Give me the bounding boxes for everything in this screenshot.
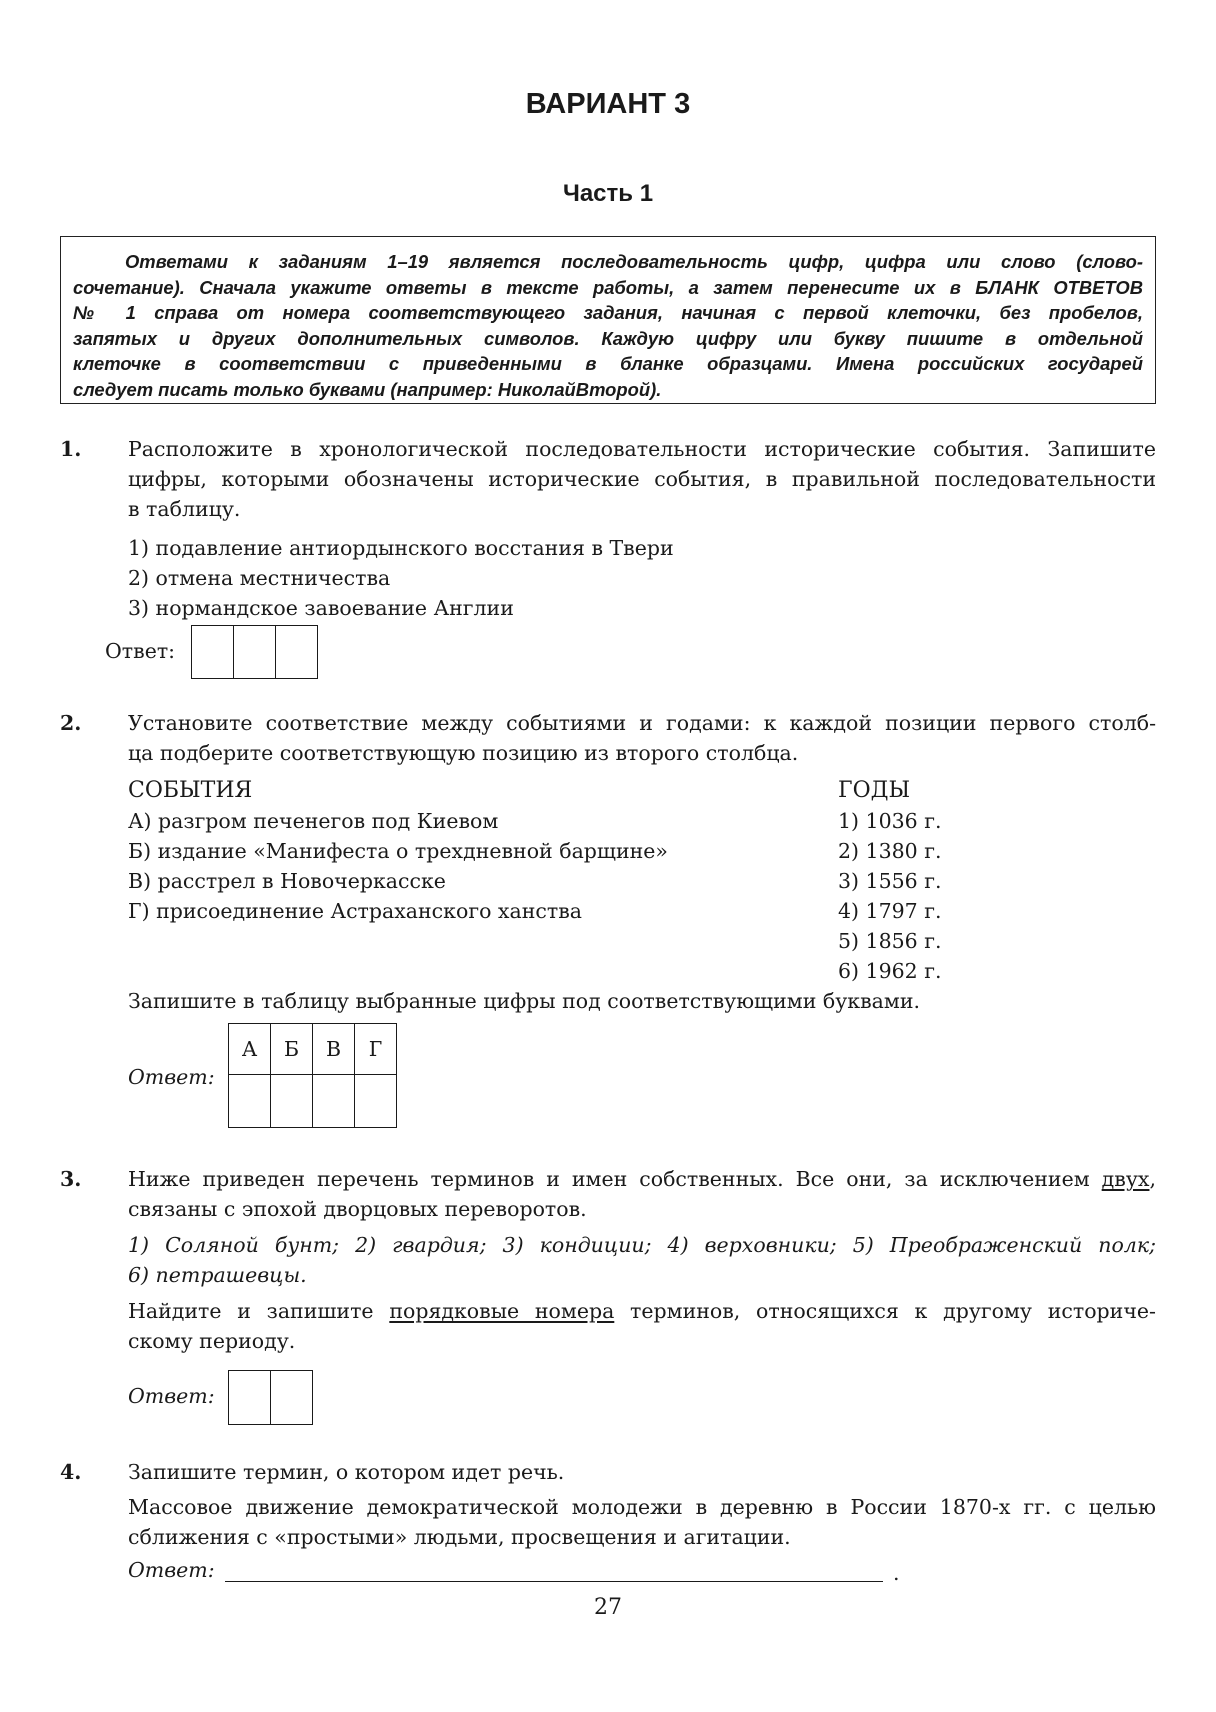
terms-line: 6) петрашевцы.: [128, 1263, 307, 1287]
answer-label: Ответ:: [128, 1558, 215, 1582]
answer-grid-q2: [228, 1023, 397, 1128]
text-part: Ниже приведен перечень терминов и имен собственных. Все они, за исключением: [128, 1167, 1090, 1191]
option-item: 2) отмена местничества: [128, 566, 391, 590]
event-item: А) разгром печенегов под Киевом: [128, 809, 499, 833]
year-item: 2) 1380 г.: [838, 839, 942, 863]
instructions-line: сочетание). Сначала укажите ответы в тексте работы, а затем перенесите их в БЛАНК ОТВЕТОВ: [73, 276, 1143, 298]
table-instruction: Запишите в таблицу выбранные цифры под соответствующими буквами.: [128, 989, 921, 1013]
option-item: 3) нормандское завоевание Англии: [128, 596, 514, 620]
part-title: Часть 1: [562, 180, 654, 207]
year-item: 4) 1797 г.: [838, 899, 942, 923]
question-4-prompt: Запишите термин, о котором идет речь.: [128, 1460, 565, 1484]
text-part: терминов, относящихся к другому историче-: [630, 1299, 1156, 1323]
text-part: Найдите и запишите: [128, 1299, 374, 1323]
years-list: [838, 806, 942, 986]
answer-cell[interactable]: [234, 626, 276, 679]
question-text-line: Расположите в хронологической последовательности исторические события. Запишите: [128, 437, 1156, 461]
question-text-line: [128, 1164, 1156, 1194]
answer-label: Ответ:: [128, 1384, 215, 1408]
answer-grid-q3: [228, 1370, 313, 1425]
underlined-word: двух: [1101, 1167, 1150, 1191]
question-text-line: Установите соответствие между событиями и годами: к каждой позиции первого столб-: [128, 711, 1156, 735]
option-item: 1) подавление антиордынского восстания в Твери: [128, 536, 674, 560]
question-text-line: ца подберите соответствующую позицию из второго столбца.: [128, 741, 799, 765]
question-3-number: 3.: [60, 1167, 82, 1191]
question-text-line: связаны с эпохой дворцовых переворотов.: [128, 1197, 587, 1221]
events-header: СОБЫТИЯ: [128, 778, 253, 803]
question-text-line: [128, 1296, 1156, 1326]
instructions-line: Ответами к заданиям 1–19 является последовательность цифр, цифра или слово (слово-: [125, 251, 1143, 272]
events-list: [128, 806, 668, 926]
question-text-line: сближения с «простыми» людьми, просвещения и агитации.: [128, 1525, 791, 1549]
text-part: ,: [1149, 1167, 1156, 1191]
instructions-line: клеточке в соответствии с приведенными в бланке образцами. Имена российских государей: [73, 353, 1143, 375]
event-item: В) расстрел в Новочеркасске: [128, 869, 446, 893]
question-1-text: [128, 434, 1156, 524]
table-header-cell: Г: [355, 1024, 397, 1075]
question-text-line: в таблицу.: [128, 497, 241, 521]
answer-cell[interactable]: [192, 626, 234, 679]
year-item: 5) 1856 г.: [838, 929, 942, 953]
underlined-phrase: порядковые номера: [389, 1299, 615, 1323]
question-4-text: [128, 1492, 1156, 1552]
instructions-box: [60, 236, 1156, 404]
question-4-number: 4.: [60, 1460, 82, 1484]
answer-line[interactable]: [225, 1581, 883, 1582]
answer-cell[interactable]: [229, 1371, 271, 1425]
question-text-line: Массовое движение демократической молодежи в деревню в России 1870-х гг. с целью: [128, 1495, 1156, 1519]
question-2-number: 2.: [60, 711, 82, 735]
question-text-line: скому периоду.: [128, 1329, 296, 1353]
answer-cell[interactable]: [271, 1371, 313, 1425]
year-item: 3) 1556 г.: [838, 869, 942, 893]
table-header-cell: Б: [271, 1024, 313, 1075]
answer-cell[interactable]: [313, 1075, 355, 1128]
event-item: Г) присоединение Астраханского ханства: [128, 899, 582, 923]
question-1-number: 1.: [60, 437, 82, 461]
page-number: 27: [594, 1595, 622, 1620]
table-header-cell: А: [229, 1024, 271, 1075]
answer-label: Ответ:: [105, 639, 176, 663]
instructions-line: следует писать только буквами (например: НиколайВторой).: [73, 378, 662, 400]
answer-cell[interactable]: [229, 1075, 271, 1128]
question-1-options: [128, 533, 674, 623]
year-item: 1) 1036 г.: [838, 809, 942, 833]
years-header: ГОДЫ: [838, 778, 911, 803]
table-header-cell: В: [313, 1024, 355, 1075]
instructions-line: запятых и других дополнительных символов. Каждую цифру или букву пишите в отдельной: [73, 327, 1143, 349]
year-item: 6) 1962 г.: [838, 959, 942, 983]
question-2-text: [128, 708, 1156, 768]
answer-cell[interactable]: [355, 1075, 397, 1128]
question-3-terms: [128, 1230, 1156, 1290]
answer-cell[interactable]: [276, 626, 318, 679]
terms-line: 1) Соляной бунт; 2) гвардия; 3) кондиции; 4) верховники; 5) Преображенский полк;: [128, 1233, 1156, 1257]
answer-grid-q1: [191, 625, 318, 679]
event-item: Б) издание «Манифеста о трехдневной барщине»: [128, 839, 668, 863]
variant-title: ВАРИАНТ 3: [525, 88, 691, 120]
question-3-text: [128, 1164, 1156, 1224]
answer-end-dot: .: [893, 1561, 900, 1585]
instructions-line: № 1 справа от номера соответствующего задания, начиная с первой клеточки, без пробелов,: [73, 302, 1143, 324]
question-text-line: цифры, которыми обозначены исторические события, в правильной последовательности: [128, 467, 1156, 491]
answer-cell[interactable]: [271, 1075, 313, 1128]
answer-label: Ответ:: [128, 1065, 215, 1089]
question-3-task: [128, 1296, 1156, 1356]
